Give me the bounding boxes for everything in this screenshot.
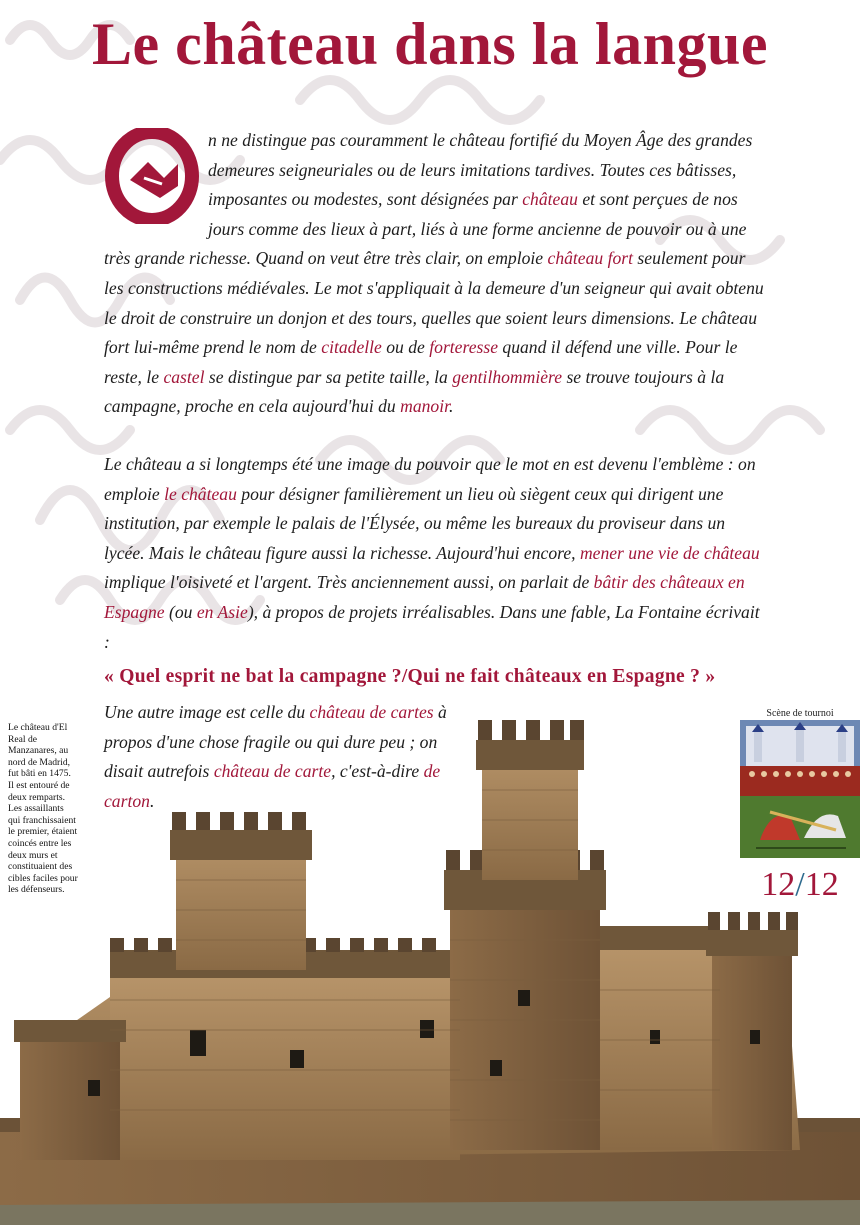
paragraph-2	[104, 450, 764, 657]
keyword: citadelle	[321, 337, 382, 358]
keyword: gentilhommière	[452, 366, 563, 387]
text-run: n ne distingue pas couramment le château fortifié du Moyen Âge des grandes demeures seigneuriales ou de leurs imitations tardives. Toutes ces bâtisses, imposantes ou modestes, sont désignées par	[208, 130, 753, 210]
text-run: se distingue par sa petite taille, la	[204, 366, 453, 387]
article-body	[104, 126, 764, 657]
text-run: et sont perçues de nos jours comme des lieux à part, liés à une forme ancienne de pouvoir ou à une très grande richesse. Quand on veut être très clair, on emploie	[104, 189, 747, 269]
text-run: , c'est-à-dire	[331, 761, 424, 782]
keyword: château de cartes	[309, 702, 434, 722]
page-total: 12	[804, 866, 839, 903]
keyword: de carton	[104, 761, 441, 811]
keyword: manoir	[400, 396, 450, 417]
keyword: en Asie	[196, 601, 248, 622]
text-run: Une autre image est celle du	[104, 702, 310, 722]
keyword: château de carte	[213, 761, 332, 782]
castle-caption: Le château d'El Real de Manzanares, au nord de Madrid, fut bâti en 1475. Il est entouré de deux remparts. Les assaillants qui franchissaient le premier, étaient coincés entre les deux murs et constituaient des cibles faciles pour les défenseurs.	[8, 722, 78, 896]
text-run: .	[449, 396, 454, 417]
la-fontaine-quote: « Quel esprit ne bat la campagne ?/Qui ne fait châteaux en Espagne ? »	[104, 666, 716, 687]
page-separator: /	[795, 866, 805, 903]
text-run: se trouve toujours à la campagne, proche en cela aujourd'hui du	[104, 366, 725, 417]
text-run: pour désigner familièrement un lieu où siègent ceux qui dirigent une institution, par exemple le palais de l'Élysée, ou même les bureaux du proviseur dans un lycée. Mais le château figure aussi la richesse. Aujourd'hui encore,	[104, 483, 726, 563]
page-current: 12	[761, 866, 796, 903]
keyword: castel	[163, 366, 205, 387]
ornate-dropcap-icon	[104, 128, 200, 224]
keyword: bâtir des châteaux en Espagne	[104, 572, 745, 622]
keyword: château	[522, 189, 578, 210]
text-run: ), à propos de projets irréalisables. Dans une fable, La Fontaine écrivait :	[104, 601, 760, 652]
castle-photo-illustration	[0, 700, 860, 1225]
text-run: implique l'oisiveté et l'argent. Très anciennement aussi, on parlait de	[104, 572, 594, 593]
scene-caption: Scène de tournoi	[766, 708, 834, 719]
page-title: Le château dans la langue	[92, 11, 768, 77]
text-run: ou de	[381, 337, 430, 358]
keyword: mener une vie de château	[579, 542, 760, 563]
keyword: château fort	[547, 248, 634, 269]
text-run: quand il défend une ville. Pour le reste, le	[104, 337, 738, 387]
keyword: le château	[164, 483, 237, 504]
text-run: seulement pour les constructions médiévales. Le mot s'appliquait à la demeure d'un seigneur qui avait obtenu le droit de construire un donjon et des tours, quelles que soient leurs dimensions. Le château fort lui-même prend le nom de	[104, 248, 764, 358]
keyword: forteresse	[429, 337, 498, 358]
text-run: (ou	[164, 601, 197, 622]
text-run: à propos d'une chose fragile ou qui dure peu ; on disait autrefois	[104, 702, 447, 782]
text-run: Le château a si longtemps été une image du pouvoir que le mot en est devenu l'emblème : on emploie	[104, 453, 756, 504]
text-run: .	[149, 790, 155, 811]
paragraph-1	[104, 126, 764, 422]
